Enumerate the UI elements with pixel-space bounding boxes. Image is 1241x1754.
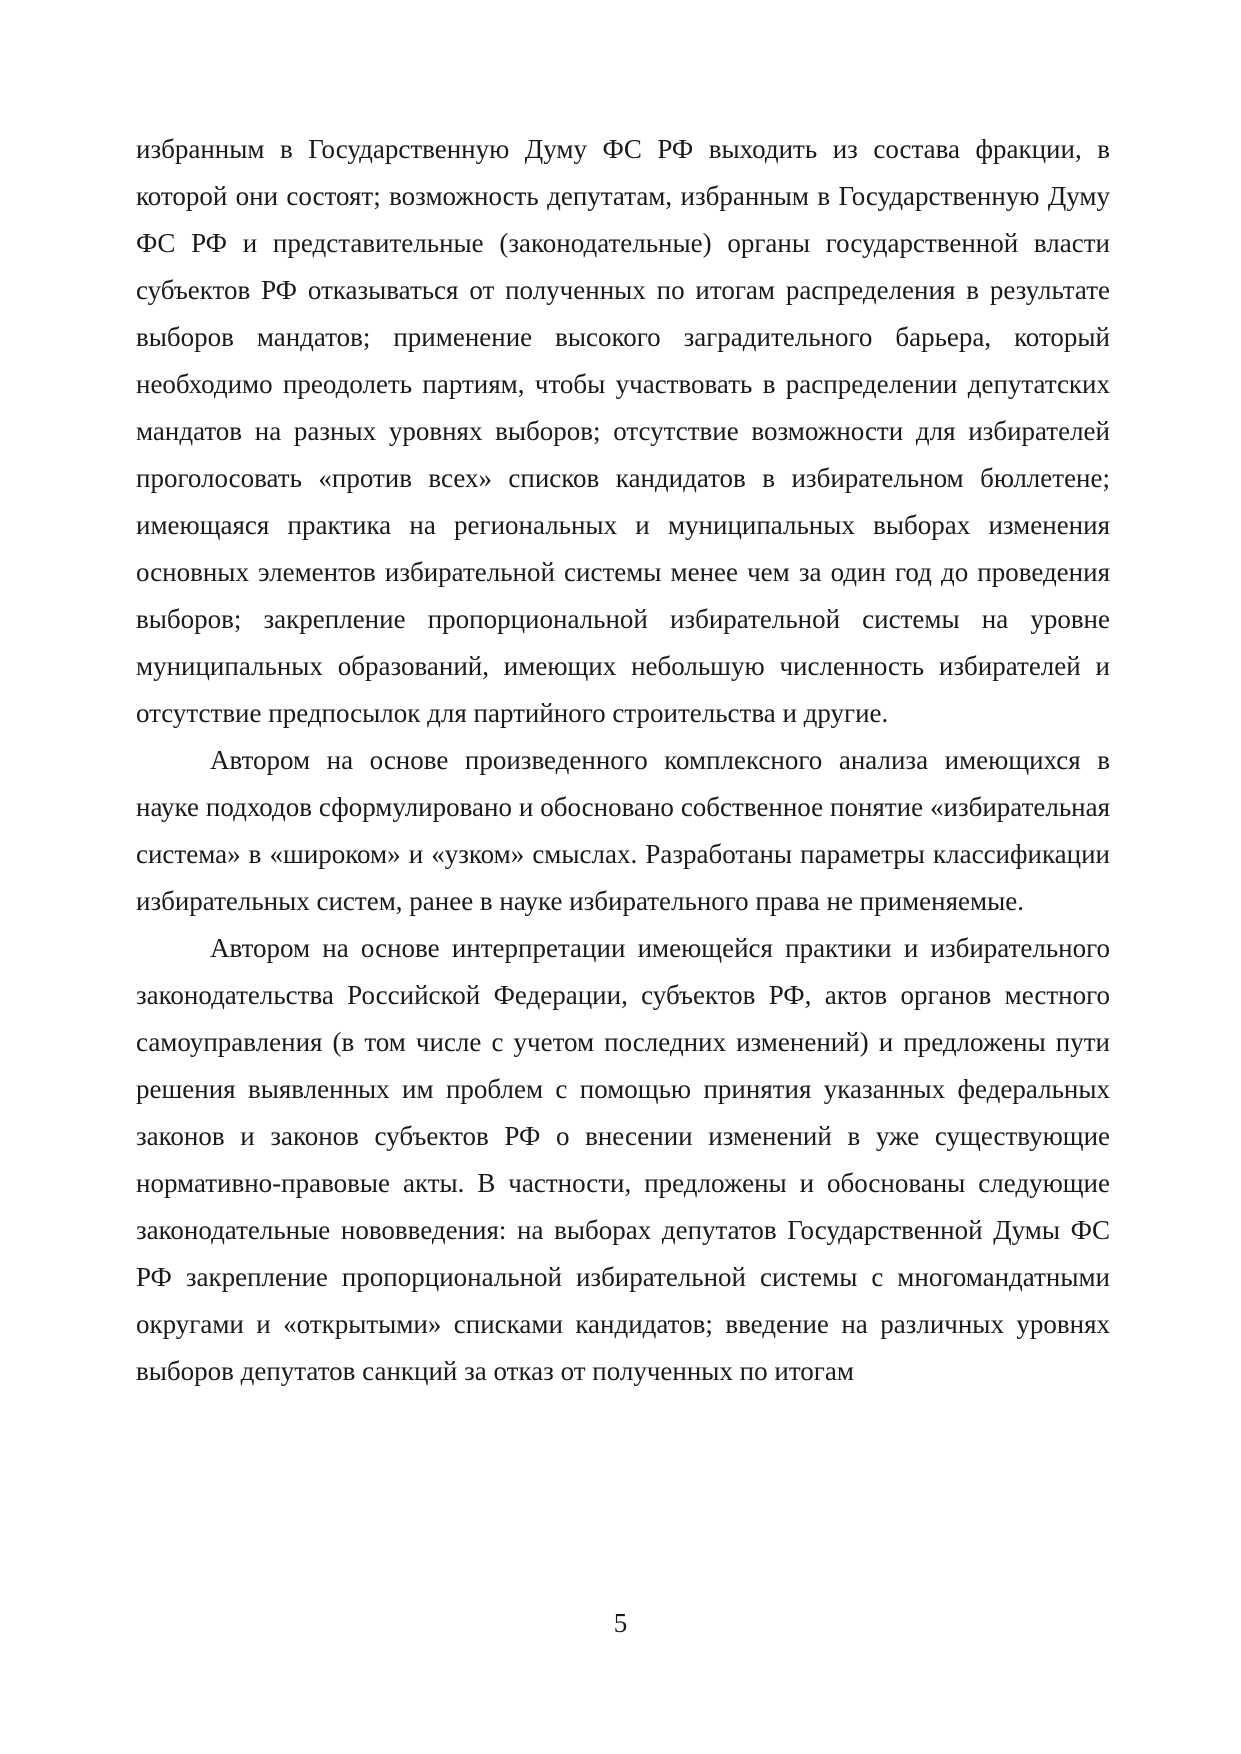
- page-number: 5: [613, 1608, 628, 1638]
- document-body: [136, 126, 1110, 1395]
- paragraph-author-proposals: Автором на основе интерпретации имеющейся практики и избирательного законодательства Российской Федерации, субъектов РФ, актов органов местного самоуправления (в том числе с учетом последних изменений) и предложены пути решения выявленных им проблем с помощью принятия указанных федеральных законов и законов субъектов РФ о внесении изменений в уже существующие нормативно-правовые акты. В частности, предложены и обоснованы следующие законодательные нововведения: на выборах депутатов Государственной Думы ФС РФ закрепление пропорциональной избирательной системы с многомандатными округами и «открытыми» списками кандидатов; введение на различных уровнях выборов депутатов санкций за отказ от полученных по итогам: [136, 933, 1110, 1386]
- paragraph-author-concept: Автором на основе произведенного комплексного анализа имеющихся в науке подходов сформулировано и обосновано собственное понятие «избирательная система» в «широком» и «узком» смыслах. Разработаны параметры классификации избирательных систем, ранее в науке избирательного права не применяемые.: [136, 745, 1110, 916]
- paragraph-continuation: избранным в Государственную Думу ФС РФ выходить из состава фракции, в которой они состоят; возможность депутатам, избранным в Государственную Думу ФС РФ и представительные (законодательные) органы государственной власти субъектов РФ отказываться от полученных по итогам распределения в результате выборов мандатов; применение высокого заградительного барьера, который необходимо преодолеть партиям, чтобы участвовать в распределении депутатских мандатов на разных уровнях выборов; отсутствие возможности для избирателей проголосовать «против всех» списков кандидатов в избирательном бюллетене; имеющаяся практика на региональных и муниципальных выборах изменения основных элементов избирательной системы менее чем за один год до проведения выборов; закрепление пропорциональной избирательной системы на уровне муниципальных образований, имеющих небольшую численность избирателей и отсутствие предпосылок для партийного строительства и другие.: [136, 134, 1110, 728]
